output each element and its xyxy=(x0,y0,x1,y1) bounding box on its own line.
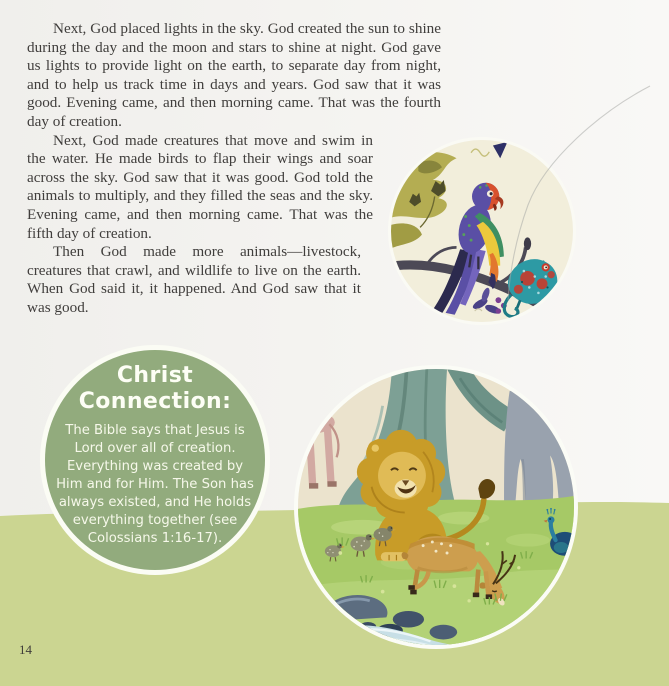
story-paragraph-2: Next, God made creatures that move and swim in the water. He made birds to flap their wings and soar across the sky. God saw that it was good. God told the animals to multiply, and they filled the seas and the sky. Evening came, and then morning came. That was the fifth day of creation. xyxy=(27,131,373,242)
story-paragraph-3: Then God made more animals—livestock, creatures that crawl, and wildlife to live on the earth. When God said it, it happened. And God saw that it was good. xyxy=(27,243,361,316)
christ-connection-title-line2: Connection: xyxy=(78,389,232,414)
christ-connection-title-line1: Christ xyxy=(116,363,194,388)
elephant-legs xyxy=(504,389,574,509)
story-paragraph-1: Next, God placed lights in the sky. God created the sun to shine during the day and the moon and stars to shine at night. God gave us lights to provide light on the earth, to separate day from night, and to help us track time in days and years. God saw that it was good. Evening came, and then morning came. That was the fourth day of creation. xyxy=(27,20,441,130)
page-number: 14 xyxy=(19,642,32,657)
story-text xyxy=(27,20,441,318)
christ-connection-circle xyxy=(45,350,265,570)
lion-illustration-circle xyxy=(298,369,574,645)
lion-deer-savanna-icon xyxy=(298,369,574,645)
christ-connection-body: The Bible says that Jesus is Lord over all of creation. Everything was created by Him and for Him. The Son has always existed, and He holds everything together (see Colossians 1:16-17). xyxy=(56,423,254,546)
christ-connection-title xyxy=(45,363,265,415)
